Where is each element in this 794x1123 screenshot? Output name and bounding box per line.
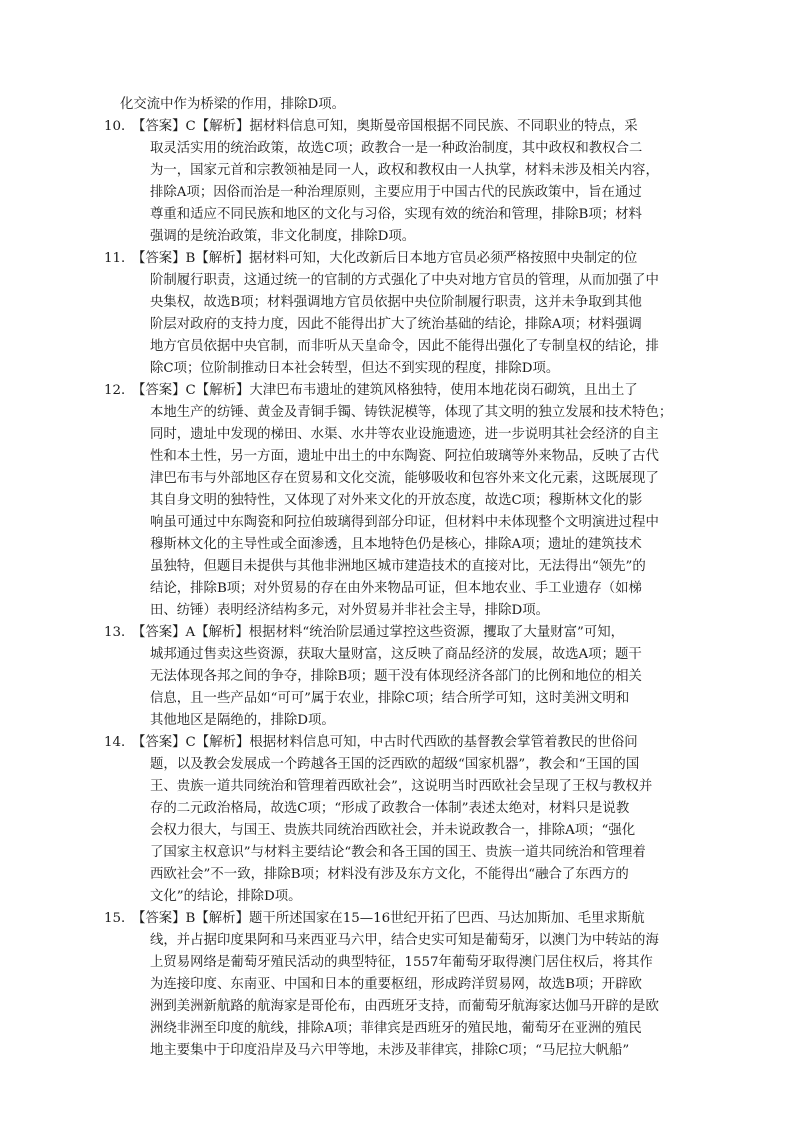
answer-text-line: 洲到美洲新航路的航海家是哥伦布，由西班牙支持，而葡萄牙航海家达伽马开辟的是欧	[150, 999, 659, 1014]
answer-text-line: 本地生产的纺锤、黄金及青铜手镯、铸铁泥模等，体现了其文明的独立发展和技术特色；	[150, 405, 673, 420]
answer-text-line: 其自身文明的独特性，又体现了对外来文化的开放态度，故选C项；穆斯林文化的影	[150, 493, 643, 508]
answer-text-line: 会权力很大，与国王、贵族共同统治西欧社会，并未说政教合一，排除A项；“强化	[150, 823, 636, 838]
answer-text-line: 穆斯林文化的主导性或全面渗透，且本地特色仍是核心，排除A项；遗址的建筑技术	[150, 537, 642, 552]
answer-text-line: 除C项；位阶制推动日本社会转型，但达不到实现的程度，排除D项。	[150, 361, 560, 376]
answer-number: 10．	[104, 119, 135, 134]
answer-text-line: 其他地区是隔绝的，排除D项。	[150, 713, 335, 728]
answer-text-line: 阶层对政府的支持力度，因此不能得出扩大了统治基础的结论，排除A项；材料强调	[150, 317, 642, 332]
answer-text-line: 【答案】C【解析】大津巴布韦遗址的建筑风格独特，使用本地花岗石砌筑，且出土了	[132, 383, 638, 398]
answer-number: 15．	[104, 911, 135, 926]
answer-text-line: 田、纺锤）表明经济结构多元，对外贸易并非社会主导，排除D项。	[150, 603, 550, 618]
answer-text-line: 【答案】B【解析】据材料可知，大化改新后日本地方官员必须严格按照中央制定的位	[132, 251, 638, 266]
answer-text-line: 为连接印度、东南亚、中国和日本的重要枢纽，形成跨洋贸易网，故选B项；开辟欧	[150, 977, 642, 992]
answer-text-line: 地方官员依据中央官制，而非听从天皇命令，因此不能得出强化了专制皇权的结论，排	[150, 339, 659, 354]
answer-text-line: 尊重和适应不同民族和地区的文化与习俗，实现有效的统治和管理，排除B项；材料	[150, 207, 642, 222]
answer-text-line: 同时，遗址中发现的梯田、水渠、水井等农业设施遗迹，进一步说明其社会经济的自主	[150, 427, 659, 442]
answer-text-line: 响虽可通过中东陶瓷和阿拉伯玻璃得到部分印证，但材料中未体现整个文明演进过程中	[150, 515, 659, 530]
answer-text-line: 存的二元政治格局，故选C项；“形成了政教合一体制”表述太绝对，材料只是说教	[150, 801, 630, 816]
answer-text-line: 无法体现各邦之间的争夺，排除B项；题干没有体现经济各部门的比例和地位的相关	[150, 669, 642, 684]
answer-text-line: 上贸易网络是葡萄牙殖民活动的典型特征，1557年葡萄牙取得澳门居住权后，将其作	[150, 955, 653, 970]
continuation-line: 化交流中作为桥梁的作用，排除D项。	[120, 97, 345, 112]
answer-number: 13．	[104, 625, 135, 640]
answer-text-line: 阶制履行职责，这通过统一的官制的方式强化了中央对地方官员的管理，从而加强了中	[150, 273, 659, 288]
answer-text-line: 【答案】C【解析】据材料信息可知，奥斯曼帝国根据不同民族、不同职业的特点，采	[132, 119, 638, 134]
answer-text-line: 为一，国家元首和宗教领袖是同一人，政权和教权由一人执掌，材料未涉及相关内容，	[150, 163, 659, 178]
answer-text-line: 排除A项；因俗而治是一种治理原则，主要应用于中国古代的民族政策中，旨在通过	[150, 185, 642, 200]
answer-text-line: 虽独特，但题目未提供与其他非洲地区城市建造技术的直接对比，无法得出“领先”的	[150, 559, 646, 574]
answer-number: 12．	[104, 383, 135, 398]
answer-text-line: 性和本土性，另一方面，遗址中出土的中东陶瓷、阿拉伯玻璃等外来物品，反映了古代	[150, 449, 659, 464]
answer-text-line: 【答案】B【解析】题干所述国家在15—16世纪开拓了巴西、马达加斯加、毛里求斯航	[132, 911, 645, 926]
answer-text-line: 取灵活实用的统治政策，故选C项；政教合一是一种政治制度，其中政权和教权合二	[150, 141, 643, 156]
answer-text-line: 西欧社会”不一致，排除B项；材料没有涉及东方文化，不能得出“融合了东西方的	[150, 867, 629, 882]
answer-text-line: 【答案】A【解析】根据材料“统治阶层通过掌控这些资源，攫取了大量财富”可知，	[132, 625, 625, 640]
answer-text-line: 线，并占据印度果阿和马来西亚马六甲，结合史实可知是葡萄牙，以澳门为中转站的海	[150, 933, 659, 948]
answer-text-line: 【答案】C【解析】根据材料信息可知，中古时代西欧的基督教会掌管着教民的世俗问	[132, 735, 638, 750]
answer-text-line: 洲绕非洲至印度的航线，排除A项；菲律宾是西班牙的殖民地，葡萄牙在亚洲的殖民	[150, 1021, 642, 1036]
answer-text-line: 津巴布韦与外部地区存在贸易和文化交流，能够吸收和包容外来文化元素，这既展现了	[150, 471, 659, 486]
answer-text-line: 央集权，故选B项；材料强调地方官员依据中央位阶制履行职责，这并未争取到其他	[150, 295, 642, 310]
answer-text-line: 城邦通过售卖这些资源，获取大量财富，这反映了商品经济的发展，故选A项；题干	[150, 647, 642, 662]
answer-text-line: 地主要集中于印度沿岸及马六甲等地，未涉及菲律宾，排除C项；“马尼拉大帆船”	[150, 1043, 630, 1058]
answer-number: 11．	[104, 251, 135, 266]
answer-text-line: 信息，且一些产品如“可可”属于农业，排除C项；结合所学可知，这时美洲文明和	[150, 691, 630, 706]
answer-number: 14．	[104, 735, 135, 750]
answer-text-line: 强调的是统治政策，非文化制度，排除D项。	[150, 229, 416, 244]
answer-text-line: 题，以及教会发展成一个跨越各王国的泛西欧的超级“国家机器”，教会和“王国的国	[150, 757, 640, 772]
answer-text-line: 王、贵族一道共同统治和管理着西欧社会”，这说明当时西欧社会呈现了王权与教权并	[150, 779, 653, 794]
answer-text-line: 结论，排除B项；对外贸易的存在由外来物品可证，但本地农业、手工业遗存（如梯	[150, 581, 642, 596]
answer-text-line: 文化”的结论，排除D项。	[150, 889, 302, 904]
answer-text-line: 了国家主权意识”与材料主要结论“教会和各王国的国王、贵族一道共同统治和管理着	[150, 845, 646, 860]
